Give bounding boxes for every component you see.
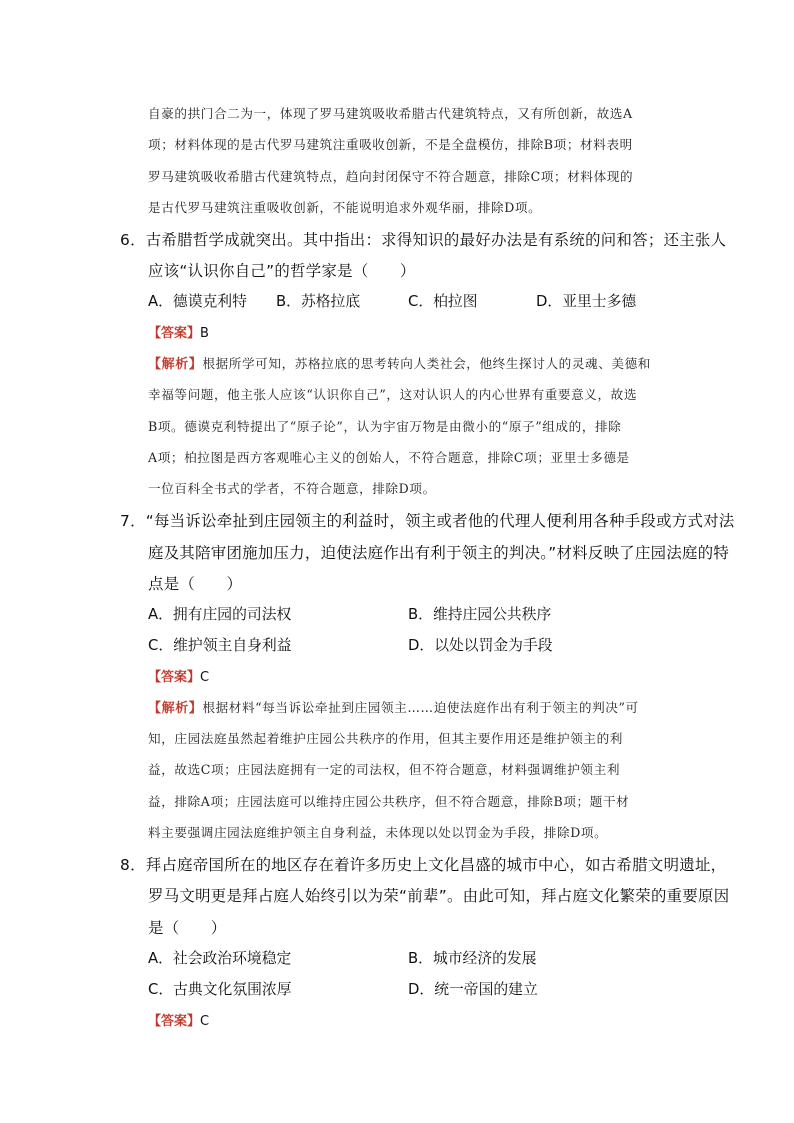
q6-analysis-tag: 【解析】: [148, 357, 203, 372]
q5-analysis-line-3: 罗马建筑吸收希腊古代建筑特点，趋向封闭保守不符合题意，排除C项；材料体现的: [148, 169, 634, 184]
q5-analysis-line-2: 项；材料体现的是古代罗马建筑注重吸收创新，不是全盘模仿，排除B项；材料表明: [148, 137, 633, 152]
q7-option-d: D．以处以罚金为手段: [408, 637, 553, 654]
q5-analysis-line-4: 是古代罗马建筑注重吸收创新，不能说明追求外观华丽，排除D项。: [148, 200, 542, 215]
q6-analysis-line-4: A项；柏拉图是西方客观唯心主义的创始人，不符合题意，排除C项；亚里士多德是: [148, 450, 630, 465]
q7-option-a: A．拥有庄园的司法权: [148, 606, 292, 623]
q7-analysis-line-1: 【解析】根据材料“每当诉讼牵扯到庄园领主……迫使法庭作出有利于领主的判决”可: [148, 700, 639, 716]
q8-answer-tag: 【答案】: [148, 1014, 201, 1029]
q8-option-b: B．城市经济的发展: [408, 950, 537, 967]
q7-stem-line-2: 庭及其陪审团施加压力，迫使法庭作出有利于领主的判决。”材料反映了庄园法庭的特: [148, 544, 730, 562]
q7-analysis-line-4: 益，排除A项；庄园法庭可以维持庄园公共秩序，但不符合题意，排除B项；题干材: [148, 794, 630, 809]
q8-stem-line-1: 8．拜占庭帝国所在的地区存在着许多历史上文化昌盛的城市中心，如古希腊文明遗址，: [120, 856, 727, 874]
q6-option-d: D．亚里士多德: [536, 293, 637, 310]
q6-answer: B: [200, 326, 209, 341]
q7-answer-line: [148, 666, 209, 685]
q8-answer-line: [148, 1010, 209, 1029]
q6-option-c: C．柏拉图: [408, 293, 478, 310]
q8-stem-line-2: 罗马文明更是拜占庭人始终引以为荣“前辈”。由此可知，拜占庭文化繁荣的重要原因: [148, 887, 730, 905]
q6-answer-line: [148, 322, 209, 341]
q7-option-b: B．维持庄园公共秩序: [408, 606, 552, 623]
q6-analysis-line-3: B项。德谟克利特提出了“原子论”，认为宇宙万物是由微小的“原子”组成的，排除: [148, 419, 622, 434]
q7-analysis-line-2: 知，庄园法庭虽然起着维护庄园公共秩序的作用，但其主要作用还是维护领主的利: [148, 731, 623, 746]
q8-stem-line-3: 是（ ）: [148, 919, 227, 937]
q5-analysis-line-1: 自豪的拱门合二为一，体现了罗马建筑吸收希腊古代建筑特点，又有所创新，故选A: [148, 106, 633, 121]
q6-stem-line-2: 应该“认识你自己”的哲学家是（ ）: [148, 262, 416, 280]
q8-answer: C: [200, 1014, 210, 1029]
q6-stem-line-1: 6．古希腊哲学成就突出。其中指出：求得知识的最好办法是有系统的问和答；还主张人: [120, 231, 727, 249]
q8-option-d: D．统一帝国的建立: [408, 981, 538, 998]
q6-analysis-line-5: 一位百科全书式的学者，不符合题意，排除D项。: [148, 481, 436, 496]
q7-answer: C: [200, 670, 210, 685]
q7-answer-tag: 【答案】: [148, 670, 201, 685]
q6-answer-tag: 【答案】: [148, 326, 201, 341]
q8-option-c: C．古典文化氛围浓厚: [148, 981, 292, 998]
q6-analysis-line-1: 【解析】根据所学可知，苏格拉底的思考转向人类社会，他终生探讨人的灵魂、美德和: [148, 356, 651, 372]
q7-analysis-tag: 【解析】: [148, 701, 203, 716]
q7-stem-line-3: 点是（ ）: [148, 575, 243, 593]
q6-option-a: A．德谟克利特: [148, 293, 247, 310]
q7-analysis-line-3: 益，故选C项；庄园法庭拥有一定的司法权，但不符合题意，材料强调维护领主利: [148, 762, 621, 777]
q7-analysis-line-5: 料主要强调庄园法庭维护领主自身利益，未体现以处以罚金为手段，排除D项。: [148, 825, 608, 840]
q7-stem-line-1: 7．“每当诉讼牵扯到庄园领主的利益时，领主或者他的代理人便利用各种手段或方式对法: [120, 512, 735, 530]
q8-option-a: A．社会政治环境稳定: [148, 950, 292, 967]
q6-analysis-line-2: 幸福等问题，他主张人应该“认识你自己”，这对认识人的内心世界有重要意义，故选: [148, 387, 638, 402]
q6-option-b: B．苏格拉底: [276, 293, 361, 310]
q7-option-c: C．维护领主自身利益: [148, 637, 292, 654]
